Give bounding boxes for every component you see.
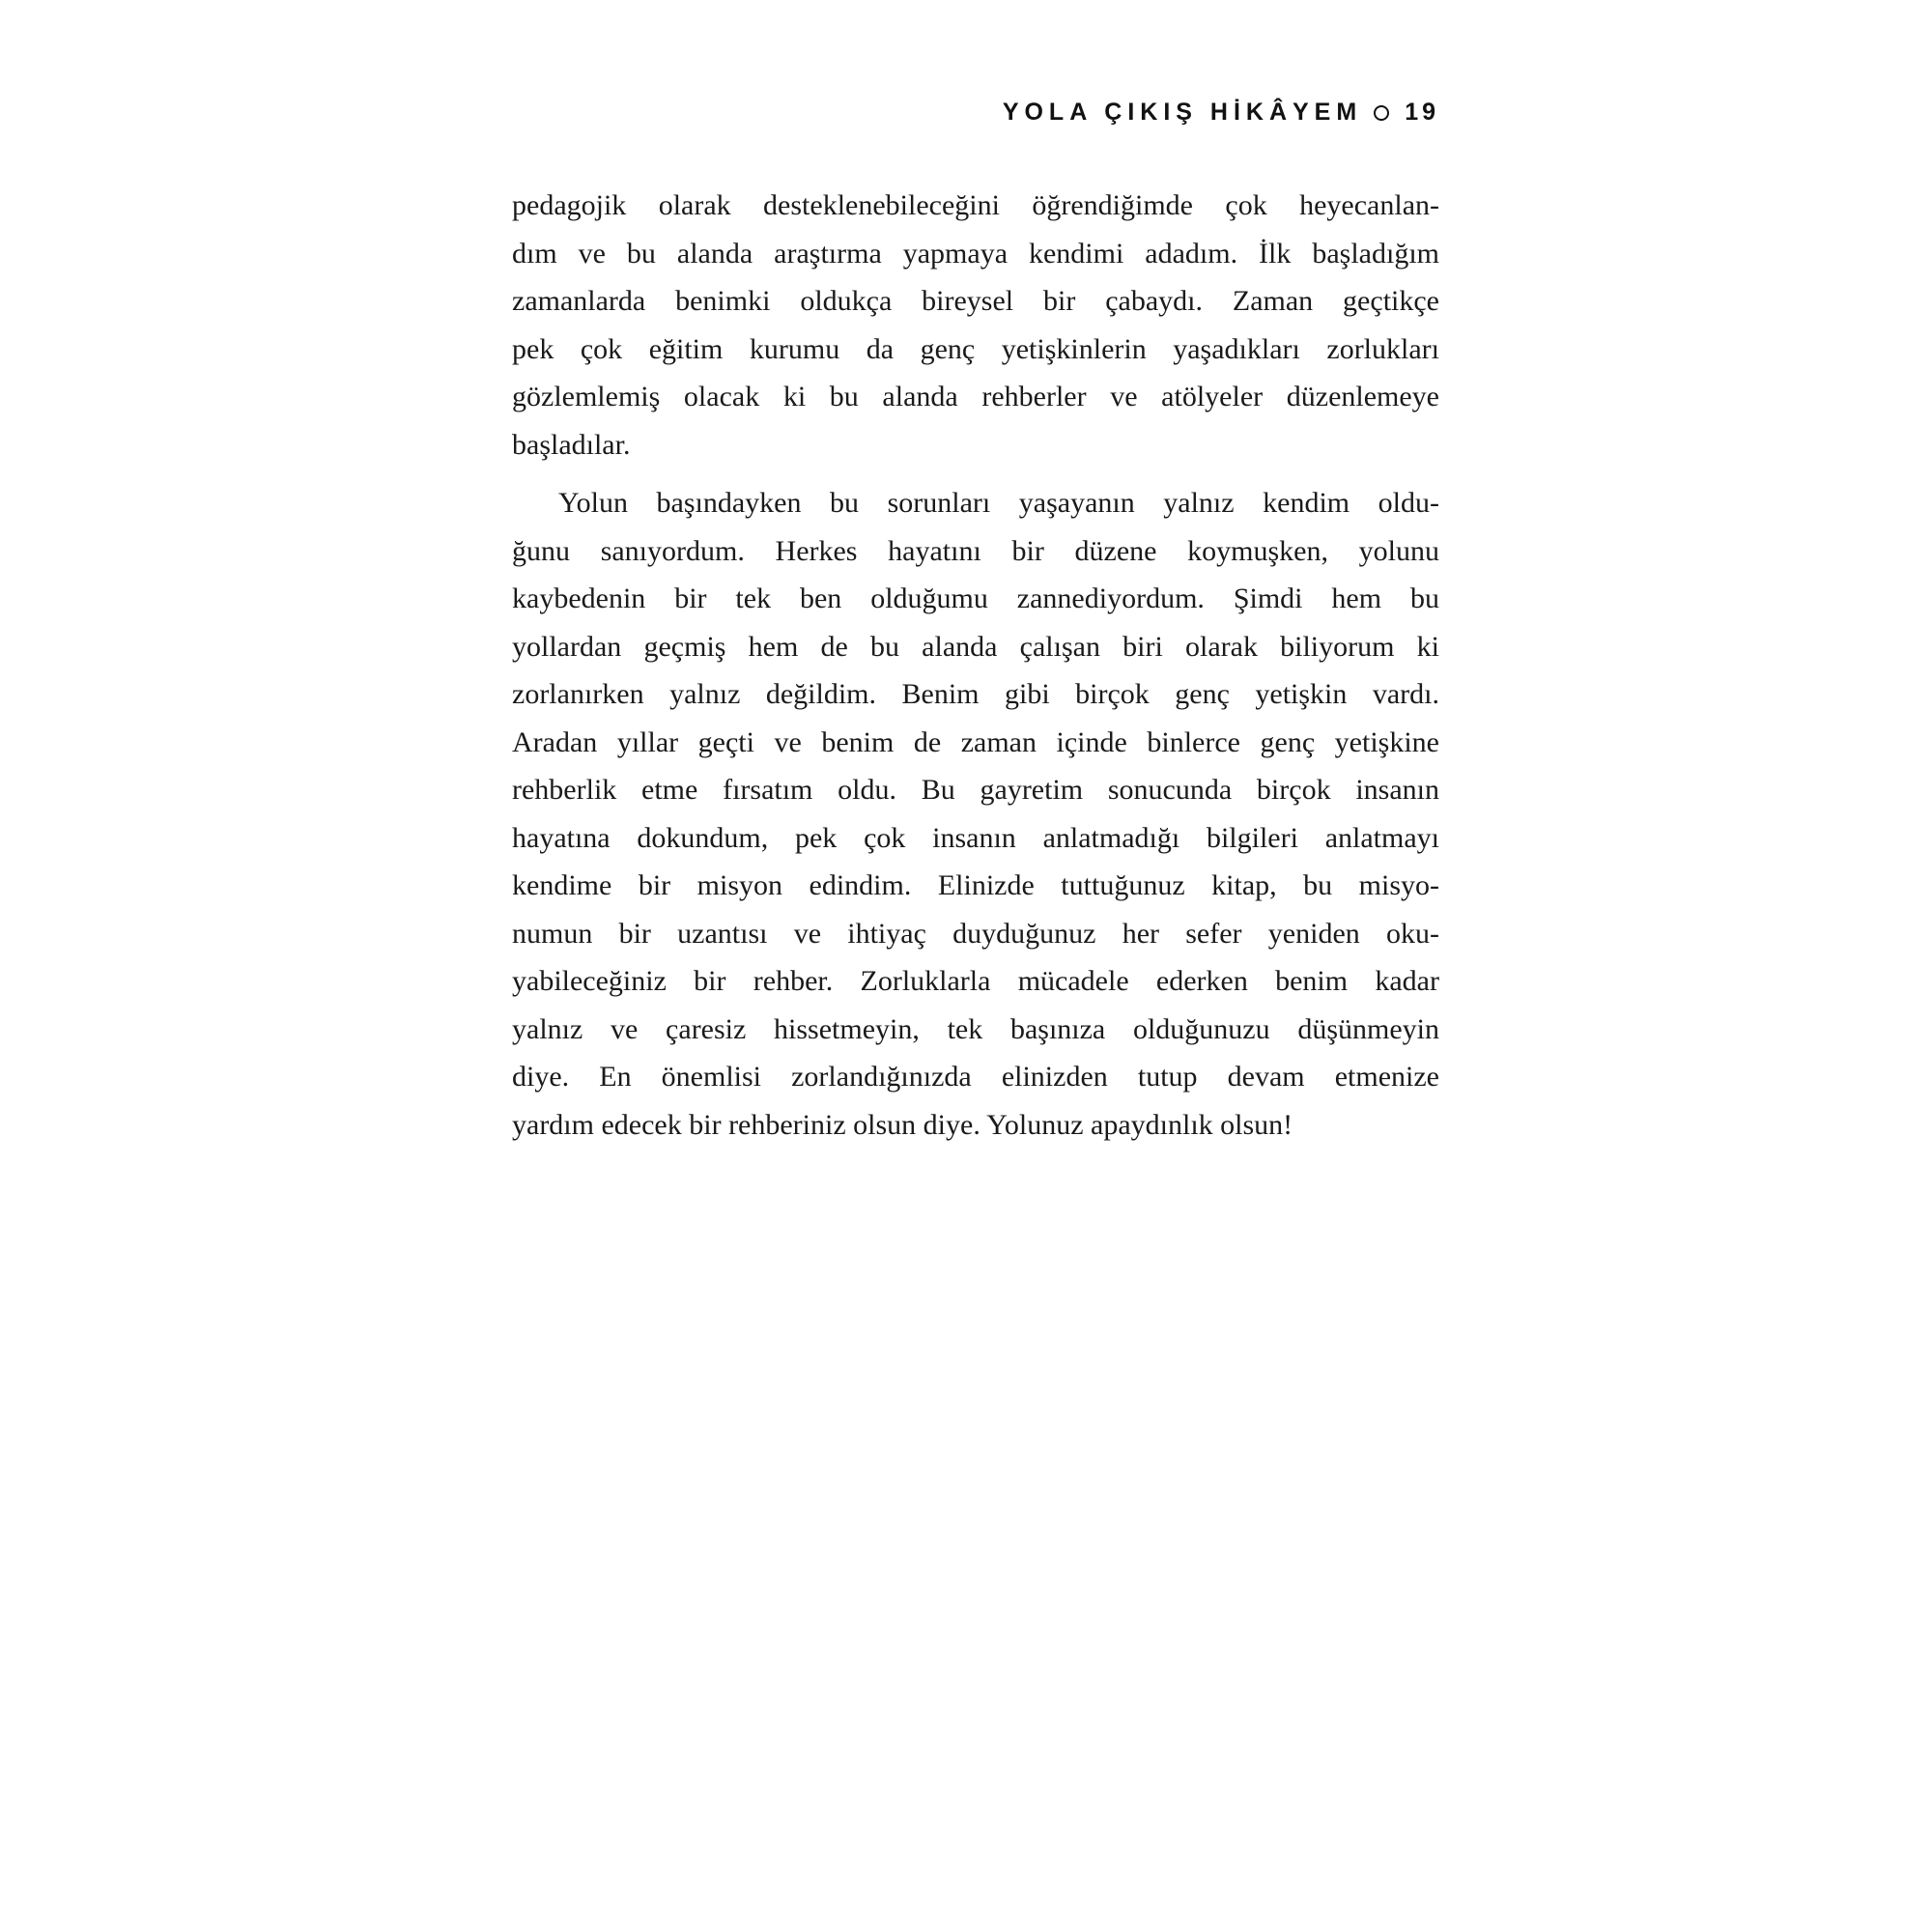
paragraph — [512, 182, 1439, 469]
text-line: yalnız ve çaresiz hissetmeyin, tek başınıza olduğunuzu düşünmeyin — [512, 1012, 1439, 1045]
text-line: rehberlik etme fırsatım oldu. Bu gayretim sonucunda birçok insanın — [512, 774, 1439, 806]
text-line: diye. En önemlisi zorlandığınızda elinizden tutup devam etmenize — [512, 1061, 1439, 1093]
running-header — [1003, 99, 1439, 127]
text-line: hayatına dokundum, pek çok insanın anlatmadığı bilgileri anlatmayı — [512, 821, 1439, 854]
text-line: dım ve bu alanda araştırma yapmaya kendimi adadım. İlk başladığım — [512, 237, 1439, 270]
text-line: yabileceğiniz bir rehber. Zorluklarla mücadele ederken benim kadar — [512, 965, 1439, 997]
text-line: pedagojik olarak desteklenebileceğini öğrendiğimde çok heyecanlan- — [512, 189, 1439, 221]
ring-separator-icon — [1374, 105, 1389, 121]
body-text — [512, 182, 1439, 1149]
text-line: Aradan yıllar geçti ve benim de zaman içinde binlerce genç yetişkine — [512, 725, 1439, 758]
text-line: ğunu sanıyordum. Herkes hayatını bir düzene koymuşken, yolunu — [512, 534, 1439, 567]
text-line: başladılar. — [512, 428, 631, 461]
text-line: kendime bir misyon edindim. Elinizde tuttuğunuz kitap, bu misyo- — [512, 869, 1439, 901]
text-line: kaybedenin bir tek ben olduğumu zannediyordum. Şimdi hem bu — [512, 582, 1439, 614]
text-line: yollardan geçmiş hem de bu alanda çalışan biri olarak biliyorum ki — [512, 630, 1439, 663]
text-line: zamanlarda benimki oldukça bireysel bir çabaydı. Zaman geçtikçe — [512, 285, 1439, 317]
chapter-title: YOLA ÇIKIŞ HİKÂYEM — [1002, 99, 1363, 126]
text-line: yardım edecek bir rehberiniz olsun diye. Yolunuz apaydınlık olsun! — [512, 1108, 1293, 1141]
paragraph — [512, 479, 1439, 1149]
text-line: Yolun başındayken bu sorunları yaşayanın yalnız kendim oldu- — [558, 487, 1439, 519]
text-line: zorlanırken yalnız değildim. Benim gibi birçok genç yetişkin vardı. — [512, 678, 1439, 710]
page-number: 19 — [1405, 99, 1439, 126]
text-line: pek çok eğitim kurumu da genç yetişkinlerin yaşadıkları zorlukları — [512, 332, 1439, 365]
text-line: gözlemlemiş olacak ki bu alanda rehberler ve atölyeler düzenlemeye — [512, 381, 1439, 412]
text-line: numun bir uzantısı ve ihtiyaç duyduğunuz her sefer yeniden oku- — [512, 917, 1439, 950]
